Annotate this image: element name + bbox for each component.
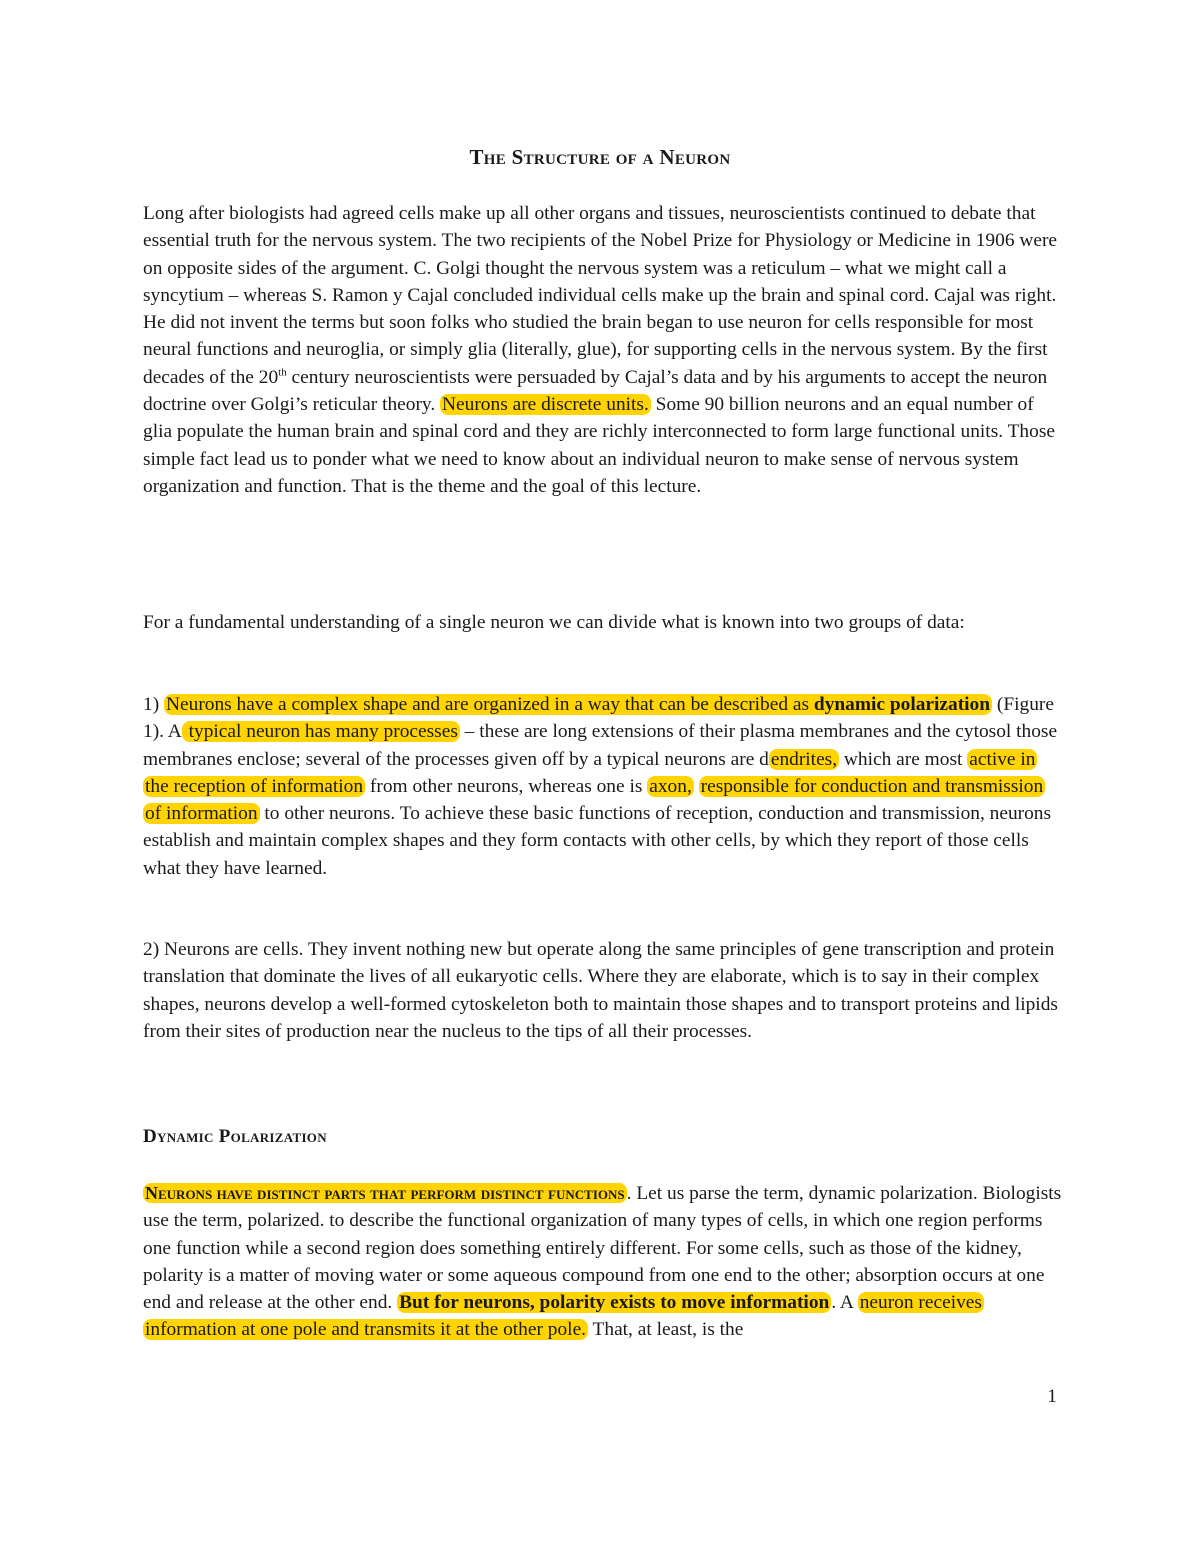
bold-dynamic-polarization: dynamic polarization — [813, 694, 991, 715]
highlight-dendrites: endrites, — [770, 748, 838, 770]
paragraph-point-two: 2) Neurons are cells. They invent nothing new but operate along the same principles of gene transcription and protein translation that dominate the lives of all eukaryotic cells. Where they are elaborate, which is to say in their complex shapes, neurons develop a well-formed cytoskeleton both to maintain those shapes and to transport proteins and lipids from their sites of production near the nucleus to the tips of all their processes. — [143, 939, 1058, 1042]
paragraph-polarization — [143, 1180, 1063, 1344]
highlight-discrete-units: Neurons are discrete units. — [442, 394, 649, 416]
section-heading: Dynamic Polarization — [143, 1126, 327, 1147]
text-run: Some 90 billion neurons and an equal number of glia populate the human brain and spinal cord and they are richly interconnected to form large functional units. Those simple fact lead us to ponder what we need to know about an individual neuron to make sense of nervous system organization and function. That is the theme and the goal of this lecture. — [143, 394, 1055, 497]
text-run: Neurons have a complex shape and are organized in a way that can be described as — [166, 694, 814, 715]
text-run: century neuroscientists were persuaded by Cajal’s data and by his arguments to accept the neuron doctrine over Golgi’s reticular theory. — [143, 366, 1048, 416]
text-run: which are most — [839, 748, 968, 770]
page-number: 1 — [1047, 1386, 1057, 1407]
text-run: . Let us parse the term, dynamic polarization. Biologists use the term, polarized. to describe the functional organization of many types of cells, in which one region performs one function while a second region does something entirely different. For some cells, such as those of the kidney, polarity is a matter of moving water or some aqueous compound from one end to the other; absorption occurs at one end and release at the other end. — [143, 1183, 1062, 1314]
highlight-many-processes: typical neuron has many processes — [183, 721, 458, 743]
text-run: (Figure 1). A — [143, 694, 1054, 743]
highlight-receives-transmits: neuron receives information at one pole and transmits it at the other pole. — [145, 1292, 982, 1341]
paragraph-groups: For a fundamental understanding of a single neuron we can divide what is known into two groups of data: — [143, 612, 965, 633]
highlight-axon: axon, — [649, 775, 692, 797]
text-run: – these are long extensions of their plasma membranes and the cytosol those membranes enclose; several of the processes given off by a typical neurons are d — [143, 721, 1058, 770]
highlight-complex-shape — [164, 694, 992, 715]
superscript: th — [278, 366, 287, 379]
text-run: 1) — [143, 694, 165, 715]
text-run: That, at least, is the — [588, 1319, 744, 1341]
text-run: . A — [831, 1292, 858, 1314]
highlight-distinct-parts: Neurons have distinct parts that perform distinct functions — [145, 1183, 625, 1203]
highlight-polarity-information — [397, 1292, 831, 1313]
text-run: to other neurons. To achieve these basic functions of reception, conduction and transmission, neurons establish and maintain complex shapes and they form contacts with other cells, by which they report of those cells what they have learned. — [143, 803, 1052, 879]
text-run — [694, 776, 699, 797]
highlight-conduction: responsible for conduction and transmission of information — [145, 775, 1044, 825]
paragraph-intro — [143, 200, 1063, 500]
highlight-reception: active in the reception of information — [145, 748, 1036, 797]
document-title: The Structure of a Neuron — [469, 145, 731, 169]
text-run: Long after biologists had agreed cells make up all other organs and tissues, neuroscientists continued to debate that essential truth for the nervous system. The two recipients of the Nobel Prize for Physiology or Medicine in 1906 were on opposite sides of the argument. C. Golgi thought the nervous system was a reticulum – what we might call a syncytium – whereas S. Ramon y Cajal concluded individual cells make up the brain and spinal cord. Cajal was right. He did not invent the terms but soon folks who studied the brain began to use neuron for cells responsible for most neural functions and neuroglia, or simply glia (literally, glue), for supporting cells in the nervous system. By the first decades of the 20 — [143, 203, 1058, 388]
text-run: from other neurons, whereas one is — [365, 775, 648, 797]
bold-polarity: But for neurons, polarity exists to move information — [399, 1292, 830, 1314]
paragraph-point-one — [143, 691, 1063, 882]
